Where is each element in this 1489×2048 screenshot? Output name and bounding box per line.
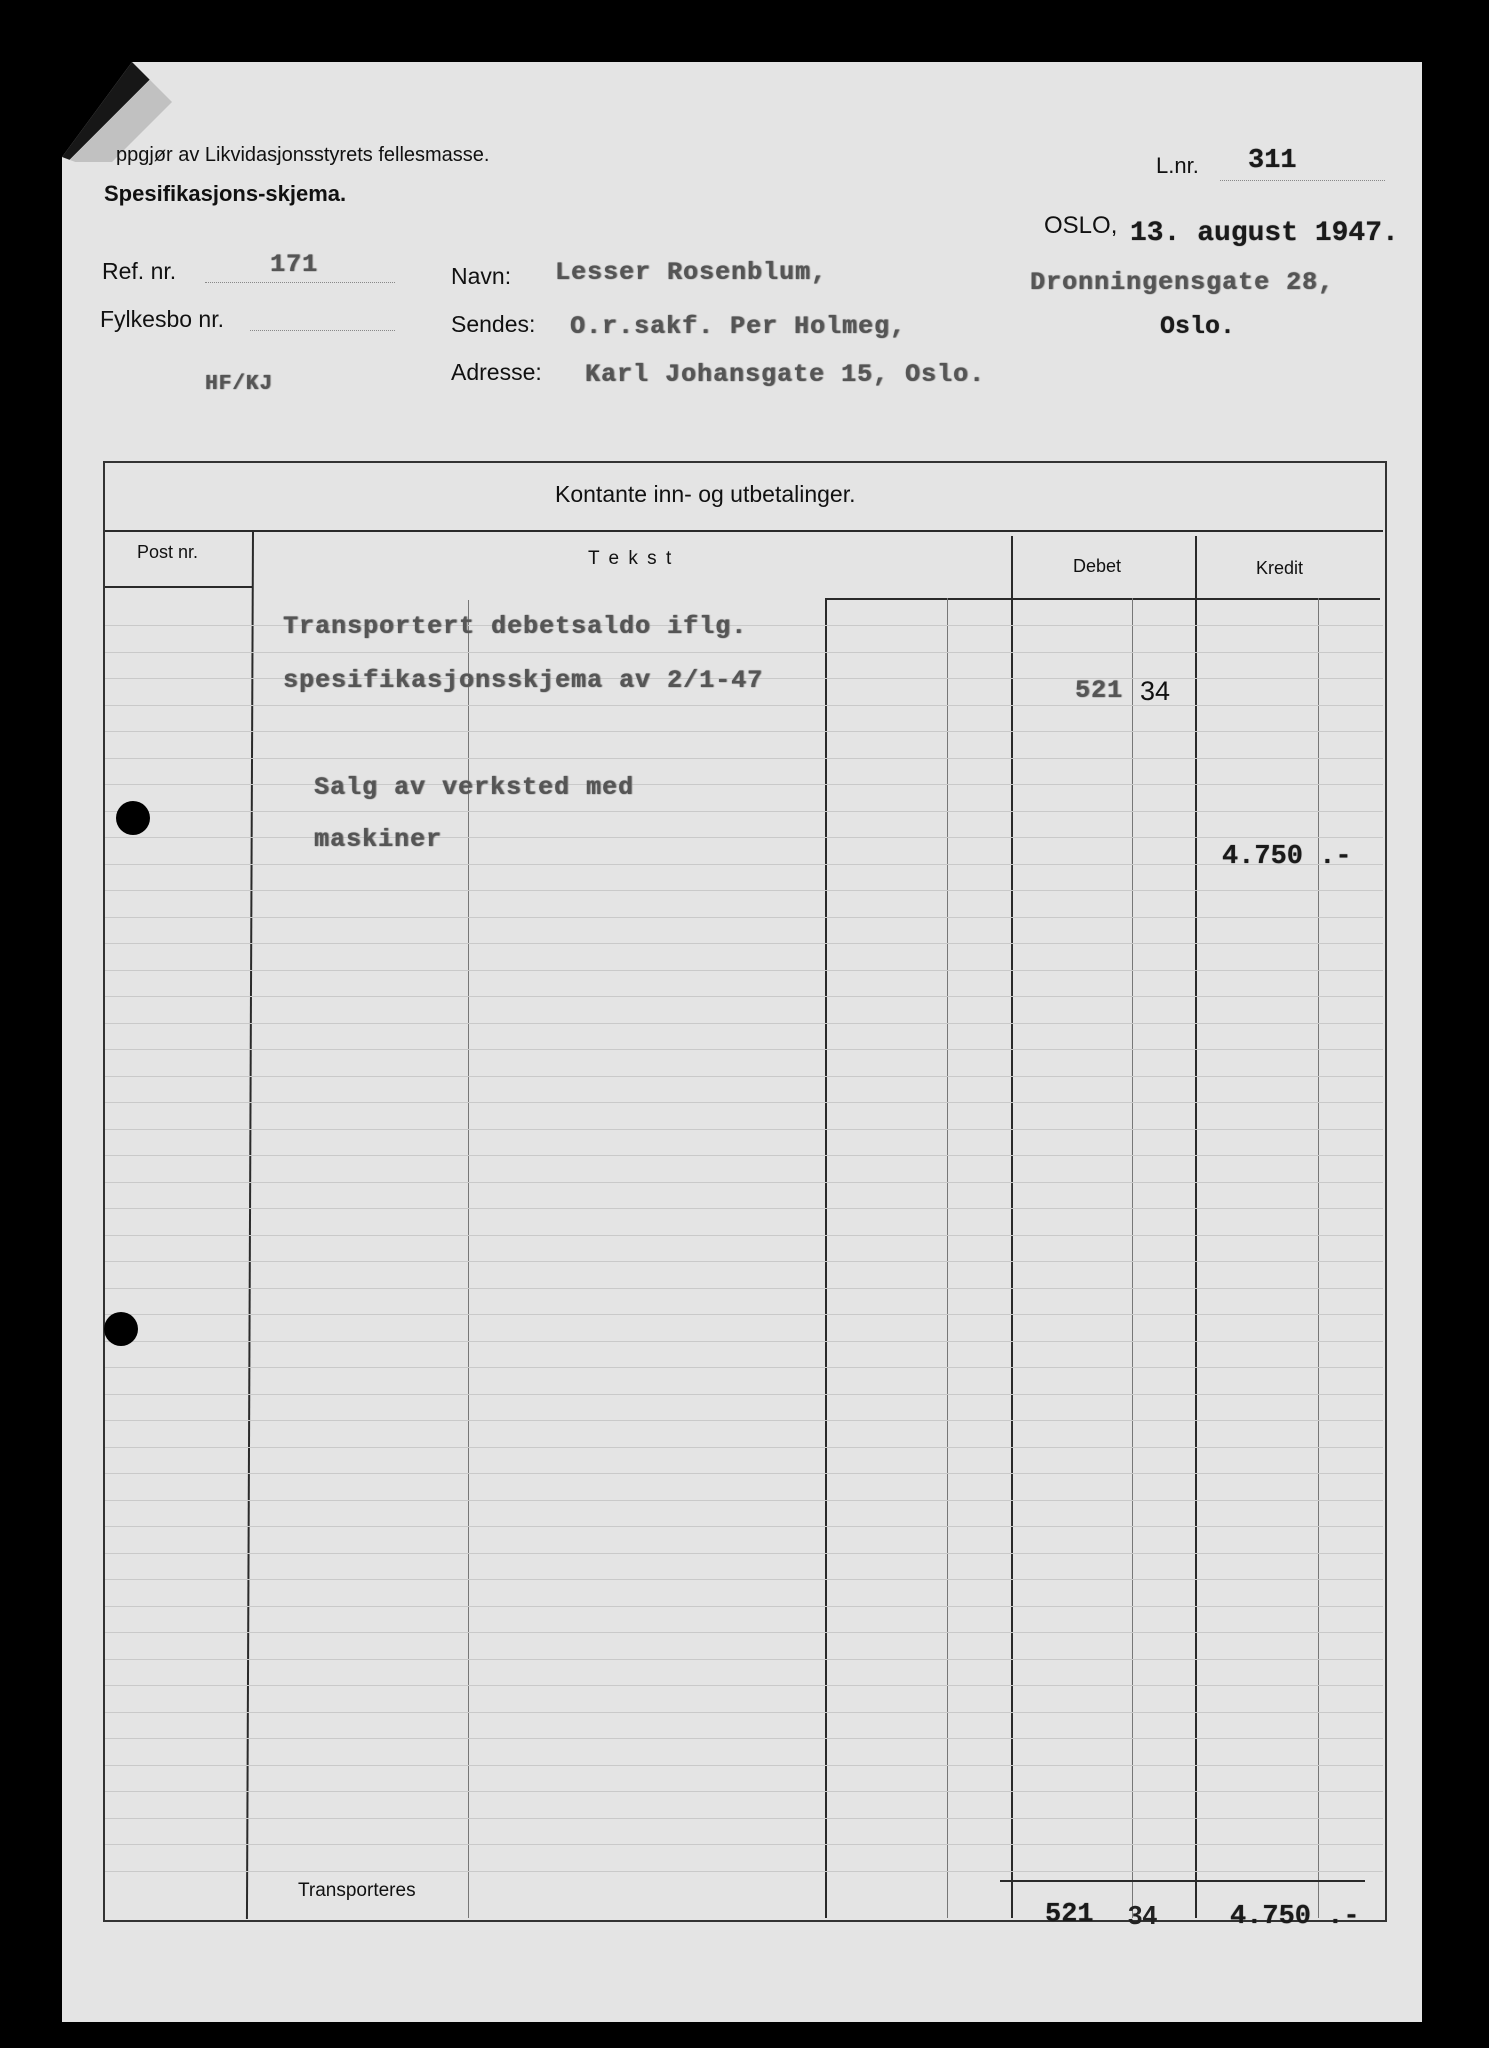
fylkesbo-label: Fylkesbo nr. (100, 306, 224, 332)
sendes-value: O.r.sakf. Per Holmeg, (570, 312, 907, 341)
col-line-kredit-ore (1318, 598, 1319, 1918)
lnr-line (1220, 180, 1385, 181)
footer-sum-rule (1000, 1880, 1365, 1882)
table-title: Kontante inn- og utbetalinger. (555, 481, 856, 507)
col-line-mid (947, 598, 948, 1918)
initials: HF/KJ (205, 373, 274, 396)
ruled-line (105, 784, 1383, 785)
place-label: OSLO, (1044, 212, 1118, 239)
ruled-line (105, 1765, 1383, 1766)
ruled-line (105, 652, 1383, 653)
ruled-line (105, 1818, 1383, 1819)
col-line-debet-ore (1132, 598, 1133, 1918)
ref-line (205, 282, 395, 283)
lnr-value: 311 (1248, 146, 1297, 176)
ruled-line (105, 705, 1383, 706)
ruled-line (105, 1182, 1383, 1183)
footer-label: Transporteres (298, 1880, 416, 1901)
row1-debet-kr: 521 (1075, 676, 1124, 705)
ruled-line (105, 1685, 1383, 1686)
ruled-line (105, 970, 1383, 971)
sendes-label: Sendes: (451, 311, 536, 337)
navn-address-line1: Dronningensgate 28, (1030, 268, 1335, 297)
ruled-line (105, 1367, 1383, 1368)
col-line-debet-start (1011, 536, 1013, 1918)
ruled-line (105, 943, 1383, 944)
ruled-line (105, 1261, 1383, 1262)
navn-value: Lesser Rosenblum, (555, 258, 828, 287)
ruled-line (105, 1659, 1383, 1660)
ruled-line (105, 1579, 1383, 1580)
row1-debet-ore: 34 (1140, 676, 1171, 706)
ruled-line (105, 1526, 1383, 1527)
ruled-line (105, 1394, 1383, 1395)
document-subtitle: Spesifikasjons-skjema. (104, 181, 347, 206)
ruled-line (105, 811, 1383, 812)
ruled-line (105, 1791, 1383, 1792)
row2-kredit: 4.750 .- (1222, 842, 1352, 872)
row2-text-line1: Salg av verksted med (314, 773, 635, 802)
ruled-line (105, 1447, 1383, 1448)
ruled-line (105, 1341, 1383, 1342)
col-header-debet: Debet (1073, 556, 1122, 576)
ruled-line (105, 1314, 1383, 1315)
ruled-line (105, 996, 1383, 997)
ruled-line (105, 1076, 1383, 1077)
punch-hole-top (116, 801, 150, 835)
ruled-line (105, 864, 1383, 865)
ruled-line (105, 837, 1383, 838)
col-header-tekst: T e k s t (588, 548, 674, 569)
ref-label: Ref. nr. (102, 258, 177, 284)
ruled-line (105, 917, 1383, 918)
footer-debet-ore: 34 (1128, 1900, 1157, 1930)
punch-hole-bottom (104, 1312, 138, 1346)
col-line-tekst-end (825, 598, 827, 1918)
row1-text-line1: Transportert debetsaldo iflg. (283, 612, 748, 641)
ref-value: 171 (270, 250, 319, 279)
ruled-line (105, 1420, 1383, 1421)
adresse-value: Karl Johansgate 15, Oslo. (585, 360, 986, 389)
header-rule-post (105, 586, 253, 588)
header-rule-right (825, 598, 1380, 600)
ruled-line (105, 1712, 1383, 1713)
col-header-post: Post nr. (137, 542, 199, 562)
ruled-line (105, 1738, 1383, 1739)
ruled-line (105, 758, 1383, 759)
ruled-line (105, 1049, 1383, 1050)
document-title: ppgjør av Likvidasjonsstyrets fellesmasse. (116, 144, 490, 166)
ruled-line (105, 731, 1383, 732)
col-line-kredit-start (1195, 536, 1197, 1918)
navn-address-line2: Oslo. (1160, 312, 1236, 341)
adresse-label: Adresse: (451, 359, 542, 385)
footer-kredit: 4.750 .- (1230, 1902, 1360, 1932)
document-date: 13. august 1947. (1130, 218, 1399, 249)
ruled-line (105, 1871, 1383, 1872)
ruled-line (105, 1473, 1383, 1474)
table-title-rule (105, 530, 1383, 532)
lnr-label: L.nr. (1156, 153, 1199, 178)
col-header-kredit: Kredit (1256, 558, 1304, 578)
ruled-line (105, 890, 1383, 891)
ruled-line (105, 1023, 1383, 1024)
ruled-line (105, 1500, 1383, 1501)
ruled-line (105, 1155, 1383, 1156)
navn-label: Navn: (451, 263, 512, 289)
ruled-line (105, 1553, 1383, 1554)
ruled-line (105, 1606, 1383, 1607)
footer-debet-kr: 521 (1045, 1900, 1094, 1930)
ruled-line (105, 1288, 1383, 1289)
fylkesbo-line (250, 330, 395, 331)
ruled-line (105, 1129, 1383, 1130)
ruled-line (105, 1632, 1383, 1633)
ruled-line (105, 1208, 1383, 1209)
ruled-line (105, 1844, 1383, 1845)
ruled-line (105, 1235, 1383, 1236)
row1-text-line2: spesifikasjonsskjema av 2/1-47 (283, 666, 764, 695)
ruled-line (105, 1102, 1383, 1103)
row2-text-line2: maskiner (314, 825, 443, 854)
